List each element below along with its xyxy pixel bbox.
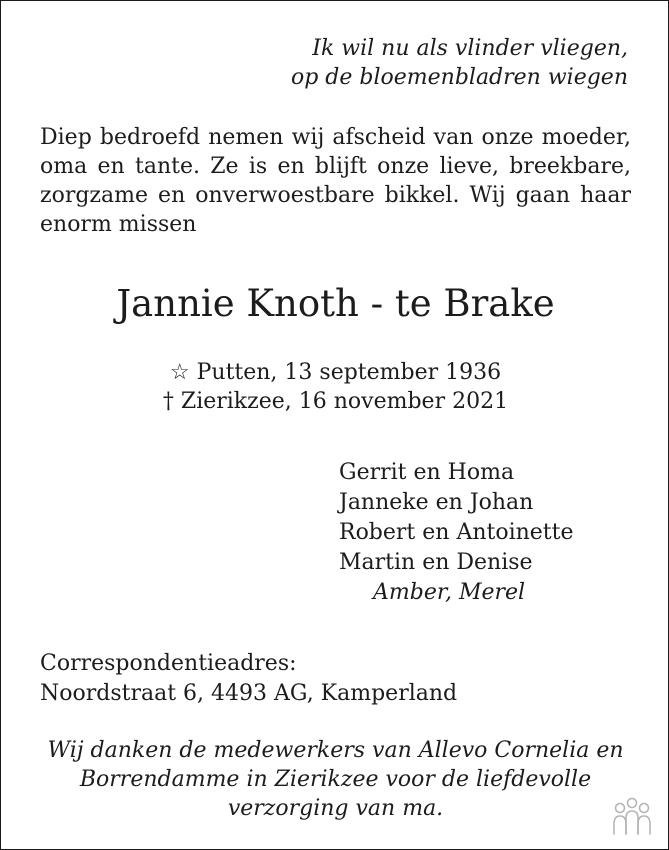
family-member: Gerrit en Homa: [339, 460, 515, 485]
thanks-line-3: verzorging van ma.: [227, 796, 444, 821]
thanks-line-2: Borrendamme in Zierikzee voor de liefdevolle: [79, 767, 592, 792]
family-member: Janneke en Johan: [339, 490, 534, 515]
intro-line-1: Diep bedroefd nemen wij afscheid van onze moeder,: [40, 125, 631, 150]
family-member: Robert en Antoinette: [339, 520, 574, 545]
death-line: † Zierikzee, 16 november 2021: [162, 389, 509, 414]
deceased-name: Jannie Knoth - te Brake: [116, 282, 555, 325]
poem-line-1: Ik wil nu als vlinder vliegen,: [312, 36, 628, 61]
poem-line-2: op de bloemenbladren wiegen: [290, 65, 628, 90]
correspondence-address: [40, 649, 457, 709]
people-group-icon: [607, 796, 657, 836]
grandchildren: Amber, Merel: [373, 580, 526, 605]
intro-line-3: zorgzame en onverwoestbare bikkel. Wij gaan haar: [40, 183, 631, 208]
family-member: Martin en Denise: [339, 550, 533, 575]
poem: [291, 34, 628, 92]
thanks-text: [1, 736, 669, 823]
correspondence-label: Correspondentieadres:: [40, 651, 297, 676]
intro-line-2: oma en tante. Ze is en blijft onze lieve, breekbare,: [40, 154, 631, 179]
thanks-line-1: Wij danken de medewerkers van Allevo Cornelia en: [47, 738, 624, 763]
birth-line: ☆ Putten, 13 september 1936: [169, 360, 502, 385]
correspondence-street: Noordstraat 6, 4493 AG, Kamperland: [40, 681, 458, 706]
life-dates: [1, 358, 669, 416]
intro-text: [40, 123, 631, 239]
intro-line-4: enorm missen: [40, 212, 197, 237]
family-list: [339, 458, 574, 608]
